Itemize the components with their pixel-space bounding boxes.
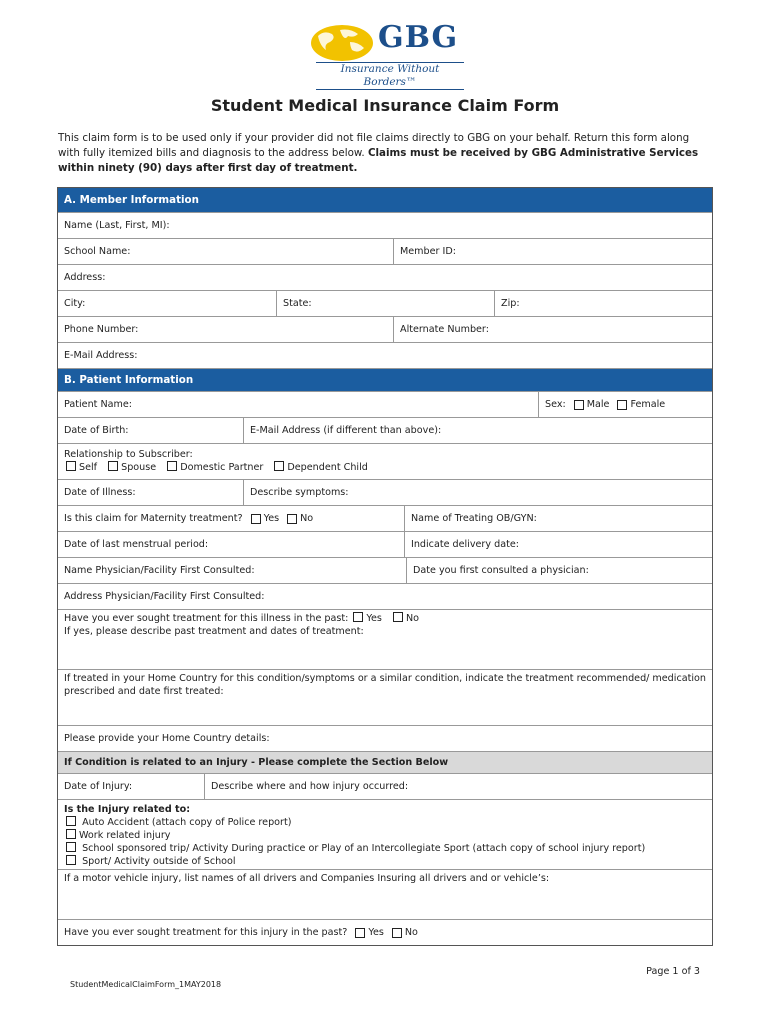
city-field[interactable]: City: [64, 298, 86, 309]
spouse-label: Spouse [121, 462, 157, 473]
male-checkbox[interactable] [574, 400, 584, 410]
date-first-field[interactable]: Date you first consulted a physician: [406, 558, 712, 583]
brand-name: GBG [378, 20, 459, 55]
domestic-checkbox[interactable] [167, 461, 177, 471]
school-option [64, 842, 645, 855]
motor-field[interactable] [58, 870, 555, 919]
illness-no-checkbox[interactable] [393, 612, 403, 622]
injury-no-label: No [404, 927, 418, 938]
female-checkbox[interactable] [617, 400, 627, 410]
menstrual-field[interactable]: Date of last menstrual period: [64, 539, 209, 550]
dependent-checkbox[interactable] [274, 461, 284, 471]
home-country-label: If treated in your Home Country for this condition/symptoms or a similar condition, indicate the treatment recommended/ medication prescribed and date first treated: [64, 673, 706, 697]
illness-date-field[interactable]: Date of Illness: [64, 487, 136, 498]
address-physician-row [58, 583, 712, 609]
injury-header [58, 751, 712, 773]
illness-yes-label: Yes [366, 613, 382, 624]
relationship-field [58, 444, 374, 479]
sport-option [64, 855, 236, 868]
obgyn-field[interactable]: Name of Treating OB/GYN: [404, 506, 712, 531]
intro-text [58, 131, 714, 176]
zip-field[interactable]: Zip: [494, 291, 712, 316]
maternity-yes-checkbox[interactable] [251, 514, 261, 524]
maternity-yes-label: Yes [263, 513, 280, 524]
relationship-row [58, 443, 712, 479]
sought-illness-row [58, 609, 712, 669]
delivery-field[interactable]: Indicate delivery date: [404, 532, 712, 557]
female-label: Female [630, 399, 666, 410]
auto-checkbox[interactable] [66, 816, 76, 826]
phone-field[interactable]: Phone Number: [64, 324, 139, 335]
sought-illness-line [64, 612, 419, 625]
if-yes-label: If yes, please describe past treatment and dates of treatment: [64, 626, 364, 637]
injury-no-checkbox[interactable] [392, 928, 402, 938]
injury-describe-field[interactable]: Describe where and how injury occurred: [204, 774, 712, 799]
email-field[interactable]: E-Mail Address: [64, 350, 138, 361]
section-b-title: B. Patient Information [64, 374, 194, 386]
home-country-row [58, 669, 712, 725]
home-details-row [58, 725, 712, 751]
patient-name-row [58, 391, 712, 417]
physician-first-field[interactable]: Name Physician/Facility First Consulted: [64, 565, 255, 576]
phone-row [58, 316, 712, 342]
maternity-field [58, 506, 404, 531]
relationship-options [64, 461, 368, 474]
email-row [58, 342, 712, 368]
male-label: Male [586, 399, 610, 410]
spouse-checkbox[interactable] [108, 461, 118, 471]
sought-illness-label: Have you ever sought treatment for this illness in the past: [64, 613, 349, 624]
member-name-field[interactable]: Name (Last, First, MI): [64, 220, 170, 231]
domestic-label: Domestic Partner [180, 462, 264, 473]
maternity-label: Is this claim for Maternity treatment? [64, 513, 243, 524]
maternity-no-label: No [300, 513, 314, 524]
school-checkbox[interactable] [66, 842, 76, 852]
auto-option [64, 816, 291, 829]
sport-label: Sport/ Activity outside of School [82, 856, 236, 867]
member-name-row[interactable] [58, 212, 712, 238]
work-checkbox[interactable] [66, 829, 76, 839]
gbg-logo [310, 20, 466, 88]
menstrual-row [58, 531, 712, 557]
address-physician-field[interactable]: Address Physician/Facility First Consulted: [64, 591, 265, 602]
work-label: Work related injury [79, 830, 171, 841]
section-a-header [58, 188, 712, 212]
motor-label: If a motor vehicle injury, list names of all drivers and Companies Insuring all drivers and or vehicle’s: [64, 873, 550, 884]
injury-related-title: Is the Injury related to: [64, 804, 191, 815]
dob-row [58, 417, 712, 443]
member-id-field[interactable]: Member ID: [393, 239, 712, 264]
school-name-field[interactable]: School Name: [64, 246, 131, 257]
symptoms-field[interactable]: Describe symptoms: [243, 480, 712, 505]
injury-date-field[interactable]: Date of Injury: [64, 781, 133, 792]
home-country-field[interactable] [58, 670, 712, 725]
injury-yes-checkbox[interactable] [355, 928, 365, 938]
home-details-field[interactable]: Please provide your Home Country details: [64, 733, 270, 744]
auto-label: Auto Accident (attach copy of Police report) [82, 817, 292, 828]
injury-related-field [58, 800, 651, 869]
illness-no-label: No [405, 613, 420, 624]
alt-phone-field[interactable]: Alternate Number: [393, 317, 712, 342]
injury-title: If Condition is related to an Injury - Please complete the Section Below [64, 757, 449, 768]
sex-label: Sex: [545, 399, 566, 410]
form-id: StudentMedicalClaimForm_1MAY2018 [70, 980, 222, 989]
sought-injury-label: Have you ever sought treatment for this injury in the past? [64, 927, 348, 938]
work-option [64, 829, 170, 842]
city-row [58, 290, 712, 316]
motor-row [58, 869, 712, 919]
school-label: School sponsored trip/ Activity During practice or Play of an Intercollegiate Sport (attach copy of school injury report) [82, 843, 646, 854]
injury-yes-label: Yes [368, 927, 384, 938]
email-alt-field[interactable]: E-Mail Address (if different than above): [243, 418, 712, 443]
state-field[interactable]: State: [276, 291, 494, 316]
address-row [58, 264, 712, 290]
dependent-label: Dependent Child [287, 462, 368, 473]
illness-row [58, 479, 712, 505]
address-field[interactable]: Address: [64, 272, 106, 283]
school-row [58, 238, 712, 264]
brand-tagline: Insurance Without Borders™ [316, 62, 464, 90]
page-title: Student Medical Insurance Claim Form [210, 96, 560, 115]
page-number: Page 1 of 3 [646, 966, 700, 977]
intro-plain: This claim form is to be used only if your provider did not file claims directly to GBG on your behalf. Return this form along with fully itemized bills and diagnosis to the address below. [58, 132, 690, 159]
dob-field[interactable]: Date of Birth: [64, 425, 129, 436]
sought-injury-row [58, 919, 712, 945]
intro-bold: Claims must be received by GBG Administrative Services within ninety (90) days after first day of treatment. [58, 147, 699, 174]
maternity-row [58, 505, 712, 531]
self-checkbox[interactable] [66, 461, 76, 471]
self-label: Self [79, 462, 98, 473]
injury-related-row [58, 799, 712, 869]
section-b-header [58, 368, 712, 391]
sport-checkbox[interactable] [66, 855, 76, 865]
maternity-no-checkbox[interactable] [287, 514, 297, 524]
globe-icon [310, 24, 374, 62]
sought-illness-field[interactable] [58, 610, 425, 669]
injury-date-row [58, 773, 712, 799]
illness-yes-checkbox[interactable] [353, 612, 363, 622]
section-a-title: A. Member Information [64, 194, 199, 206]
patient-name-field[interactable]: Patient Name: [64, 399, 132, 410]
physician-row [58, 557, 712, 583]
sought-injury-field [58, 920, 424, 945]
relationship-label: Relationship to Subscriber: [64, 449, 193, 460]
sex-field [538, 392, 712, 417]
claim-form [57, 187, 713, 946]
